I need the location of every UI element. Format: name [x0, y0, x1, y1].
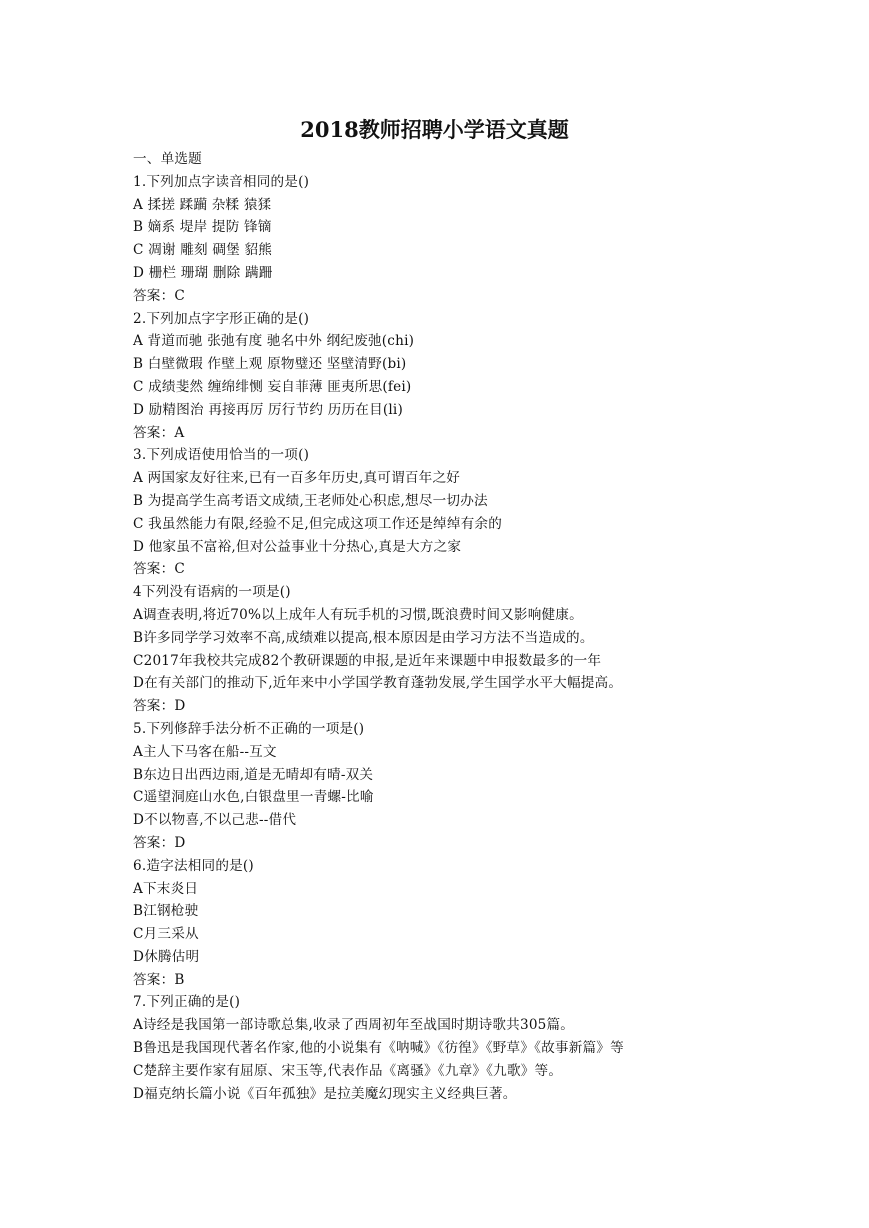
text-line: C 我虽然能力有限,经验不足,但完成这项工作还是绰绰有余的 — [133, 515, 503, 532]
text-line: B 为提高学生高考语文成绩,王老师处心积虑,想尽一切办法 — [133, 492, 488, 509]
text-line: B江钢枪驶 — [133, 903, 199, 920]
text-line: C2017年我校共完成82个教研课题的申报,是近年来课题中申报数最多的一年 — [133, 652, 602, 669]
text-line: 答案：D — [133, 834, 186, 851]
text-line: A 揉搓 蹂躏 杂糅 猿猱 — [133, 196, 272, 213]
text-line: 3.下列成语使用恰当的一项() — [133, 447, 310, 464]
text-line: 1.下列加点字读音相同的是() — [133, 173, 310, 190]
text-line: D休腾估明 — [133, 948, 200, 965]
text-line: A 背道而驰 张弛有度 驰名中外 纲纪废弛(chi) — [133, 333, 415, 350]
text-line: 5.下列修辞手法分析不正确的一项是() — [133, 720, 365, 737]
text-line: 答案：B — [133, 971, 185, 988]
text-line: A调查表明,将近70%以上成年人有玩手机的习惯,既浪费时间又影响健康。 — [133, 606, 583, 623]
text-line: 4下列没有语病的一项是() — [133, 584, 291, 601]
text-line: 答案：D — [133, 698, 186, 715]
text-line: 6.造字法相同的是() — [133, 857, 254, 874]
text-line: C 成绩斐然 缠绵绯恻 妄自菲薄 匪夷所思(fei) — [133, 378, 412, 395]
text-line: 一、单选题 — [133, 151, 202, 167]
text-line: 答案：C — [133, 287, 185, 304]
text-line: A 两国家友好往来,已有一百多年历史,真可谓百年之好 — [133, 470, 461, 487]
text-line: A下末炎日 — [133, 880, 199, 897]
text-line: D福克纳长篇小说《百年孤独》是拉美魔幻现实主义经典巨著。 — [133, 1085, 517, 1102]
text-line: B鲁迅是我国现代著名作家,他的小说集有《呐喊》《彷徨》《野草》《故事新篇》等 — [133, 1040, 624, 1057]
text-line: C月三采从 — [133, 926, 199, 943]
text-line: C楚辞主要作家有屈原、宋玉等,代表作品《离骚》《九章》《九歌》等。 — [133, 1062, 563, 1079]
text-line: D 励精图治 再接再厉 厉行节约 历历在目(li) — [133, 401, 403, 418]
text-line: D 栅栏 珊瑚 删除 蹒跚 — [133, 264, 273, 281]
text-line: 答案：A — [133, 424, 185, 441]
text-line: B 白壁微瑕 作壁上观 原物璧还 坚壁清野(bi) — [133, 356, 407, 373]
page-title: 2018教师招聘小学语文真题 — [300, 117, 569, 142]
text-line: A主人下马客在船--互文 — [133, 743, 277, 760]
text-line: C 凋谢 雕刻 碉堡 貂熊 — [133, 242, 273, 259]
text-line: D 他家虽不富裕,但对公益事业十分热心,真是大方之家 — [133, 538, 462, 555]
text-line: B许多同学学习效率不高,成绩难以提高,根本原因是由学习方法不当造成的。 — [133, 629, 594, 646]
text-line: B东边日出西边雨,道是无晴却有晴-双关 — [133, 766, 374, 783]
text-line: 7.下列正确的是() — [133, 994, 241, 1011]
text-line: C遥望洞庭山水色,白银盘里一青螺-比喻 — [133, 789, 374, 806]
text-line: D不以物喜,不以己悲--借代 — [133, 812, 297, 829]
text-line: A诗经是我国第一部诗歌总集,收录了西周初年至战国时期诗歌共305篇。 — [133, 1017, 575, 1034]
text-line: 答案：C — [133, 561, 185, 578]
text-line: 2.下列加点字字形正确的是() — [133, 310, 310, 327]
text-line: D在有关部门的推动下,近年来中小学国学教育蓬勃发展,学生国学水平大幅提高。 — [133, 675, 623, 692]
text-line: B 嫡系 堤岸 提防 锋镝 — [133, 219, 272, 236]
document-body — [133, 148, 833, 1105]
